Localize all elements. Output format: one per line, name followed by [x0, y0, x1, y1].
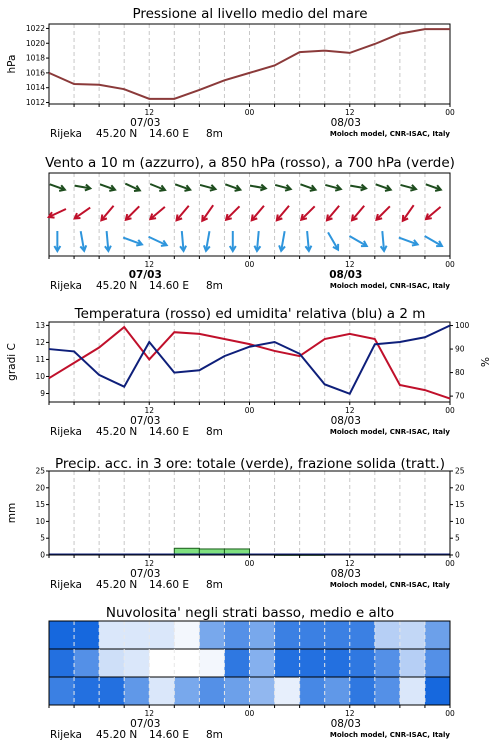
y-tick-label: 1020: [25, 38, 45, 48]
barb-shaft: [277, 206, 289, 221]
chart-title-clouds: Nuvolosita' negli strati basso, medio e alto: [105, 605, 395, 621]
location-lon: 14.60 E: [149, 280, 190, 292]
wind-barb-700hPa: [125, 184, 140, 191]
wind-barb-850hPa: [403, 205, 414, 221]
barb-shaft: [403, 205, 414, 221]
wind-barb-700hPa: [401, 185, 416, 191]
wind-barb-10m: [381, 231, 387, 251]
y-tick-label: 1022: [25, 23, 45, 33]
y-tick-label: 1014: [25, 83, 45, 93]
location-lat: 45.20 N: [96, 729, 138, 741]
barb-shaft: [252, 206, 264, 221]
cloud-cell-alto: [174, 621, 200, 649]
wind-barb-700hPa: [350, 185, 366, 191]
wind-barb-10m: [305, 231, 311, 251]
cloud-cell-basso: [174, 677, 200, 705]
x-tick-label: 00: [244, 559, 255, 568]
plot-frame-temp: [49, 322, 450, 402]
barb-shaft: [150, 207, 165, 219]
date-label: 08/03: [330, 568, 361, 580]
barb-shaft: [352, 206, 364, 221]
plot-frame-pressure: [49, 24, 450, 104]
x-tick-label: 12: [144, 260, 155, 269]
location-elev: 8m: [206, 128, 223, 140]
wind-barb-700hPa: [100, 184, 115, 191]
cloud-cell-medio: [325, 649, 351, 677]
wind-barb-10m: [230, 231, 236, 251]
wind-barb-700hPa: [225, 184, 240, 191]
y-right-tick-label: 0: [455, 550, 460, 560]
barb-shaft: [202, 205, 213, 221]
cloud-cell-medio: [224, 649, 250, 677]
location-city: Rijeka: [50, 729, 82, 741]
location-lon: 14.60 E: [149, 579, 190, 591]
chart-title-temperature: Temperatura (rosso) ed umidita' relativa (blu) a 2 m: [74, 306, 426, 322]
y-tick-label: 9: [40, 388, 45, 398]
x-tick-label: 12: [344, 260, 355, 269]
location-elev: 8m: [206, 729, 223, 741]
cloud-cell-basso: [275, 677, 301, 705]
cloud-cell-alto: [99, 621, 125, 649]
cloud-cell-alto: [325, 621, 351, 649]
cloud-cell-alto: [149, 621, 175, 649]
y-right-tick-label: 90: [455, 344, 465, 354]
y-axis-label: mm: [6, 502, 18, 524]
y-tick-label: 0: [40, 550, 45, 560]
location-lon: 14.60 E: [149, 729, 190, 741]
model-credit: Moloch model, CNR-ISAC, Italy: [329, 581, 450, 589]
cloud-cell-basso: [199, 677, 225, 705]
x-tick-label: 12: [144, 709, 155, 718]
wind-barb-850hPa: [277, 206, 289, 221]
y-right-tick-label: 25: [455, 466, 465, 476]
cloud-cell-basso: [400, 677, 426, 705]
y-right-tick-label: 70: [455, 391, 465, 401]
y-tick-label: 10: [35, 516, 45, 526]
cloud-cell-alto: [49, 621, 75, 649]
wind-barb-850hPa: [177, 206, 189, 221]
wind-barb-10m: [180, 231, 186, 251]
cloud-cell-alto: [300, 621, 326, 649]
x-tick-label: 00: [244, 260, 255, 269]
wind-barb-10m: [349, 236, 366, 246]
location-elev: 8m: [206, 579, 223, 591]
barb-shaft: [327, 206, 339, 221]
y-tick-label: 11: [35, 354, 45, 364]
cloud-cell-alto: [199, 621, 225, 649]
cloud-cell-alto: [400, 621, 426, 649]
cloud-cell-basso: [325, 677, 351, 705]
wind-barb-850hPa: [101, 206, 113, 221]
location-elev: 8m: [206, 280, 223, 292]
location-lat: 45.20 N: [96, 426, 138, 438]
wind-barb-10m: [80, 231, 86, 251]
cloud-cell-basso: [375, 677, 401, 705]
cloud-cell-medio: [124, 649, 150, 677]
wind-barb-700hPa: [275, 185, 290, 191]
x-tick-label: 12: [344, 108, 355, 117]
wind-barb-700hPa: [75, 185, 91, 191]
wind-barb-700hPa: [300, 184, 315, 191]
cloud-cell-medio: [199, 649, 225, 677]
cloud-cell-medio: [375, 649, 401, 677]
wind-barb-850hPa: [301, 206, 314, 219]
cloud-cell-basso: [224, 677, 250, 705]
cloud-cell-alto: [74, 621, 100, 649]
y-right-tick-label: 15: [455, 500, 465, 510]
cloud-cell-medio: [149, 649, 175, 677]
cloud-cell-medio: [400, 649, 426, 677]
y-tick-label: 25: [35, 466, 45, 476]
cloud-cell-medio: [425, 649, 451, 677]
location-city: Rijeka: [50, 128, 82, 140]
date-label: 07/03: [130, 718, 161, 730]
location-city: Rijeka: [50, 426, 82, 438]
wind-barb-10m: [149, 237, 167, 246]
y-tick-label: 20: [35, 483, 45, 493]
wind-barb-700hPa: [250, 185, 266, 191]
barb-shaft: [126, 206, 139, 219]
date-label: 08/03: [330, 718, 361, 730]
wind-barb-10m: [279, 231, 285, 251]
cloud-cell-basso: [300, 677, 326, 705]
wind-barb-10m: [54, 231, 60, 251]
y-tick-label: 1018: [25, 53, 45, 63]
y-right-tick-label: 10: [455, 516, 465, 526]
location-lon: 14.60 E: [149, 426, 190, 438]
y-tick-label: 15: [35, 500, 45, 510]
location-lat: 45.20 N: [96, 128, 138, 140]
model-credit: Moloch model, CNR-ISAC, Italy: [329, 731, 450, 739]
x-tick-label: 12: [344, 559, 355, 568]
wind-barb-850hPa: [352, 206, 364, 221]
x-tick-label: 00: [445, 260, 455, 269]
wind-barb-850hPa: [126, 206, 139, 219]
x-tick-label: 00: [445, 559, 455, 568]
wind-barb-10m: [254, 231, 260, 251]
x-tick-label: 12: [344, 406, 355, 415]
date-label: 07/03: [128, 269, 162, 281]
wind-barb-850hPa: [376, 206, 389, 219]
cloud-cell-medio: [99, 649, 125, 677]
barb-shaft: [101, 206, 113, 221]
date-label: 08/03: [330, 117, 361, 129]
y-right-tick-label: 20: [455, 483, 465, 493]
cloud-cell-basso: [350, 677, 376, 705]
date-label: 08/03: [330, 415, 361, 427]
cloud-cell-alto: [275, 621, 301, 649]
wind-barb-700hPa: [426, 184, 441, 191]
x-tick-label: 00: [445, 406, 455, 415]
wind-barb-850hPa: [327, 206, 339, 221]
date-label: 08/03: [329, 269, 363, 281]
cloud-cell-alto: [124, 621, 150, 649]
barb-shaft: [226, 206, 239, 219]
wind-barb-700hPa: [175, 184, 190, 191]
barb-shaft: [426, 207, 441, 219]
chart-title-wind: Vento a 10 m (azzurro), a 850 hPa (rosso), a 700 hPa (verde): [45, 155, 455, 171]
y-right-tick-label: 5: [455, 533, 460, 543]
barb-shaft: [301, 206, 314, 219]
y-right-tick-label: 80: [455, 368, 465, 378]
cloud-cell-alto: [375, 621, 401, 649]
cloud-cell-alto: [224, 621, 250, 649]
chart-title-pressure: Pressione al livello medio del mare: [132, 6, 368, 22]
cloud-cell-medio: [250, 649, 276, 677]
wind-barb-850hPa: [202, 205, 213, 221]
wind-barb-850hPa: [252, 206, 264, 221]
x-tick-label: 00: [445, 709, 455, 718]
location-city: Rijeka: [50, 280, 82, 292]
cloud-cell-medio: [275, 649, 301, 677]
cloud-cell-basso: [250, 677, 276, 705]
location-elev: 8m: [206, 426, 223, 438]
wind-barb-10m: [328, 232, 338, 249]
cloud-cell-medio: [300, 649, 326, 677]
y-axis-label: gradi C: [6, 343, 18, 381]
barb-shaft: [75, 208, 91, 219]
cloud-cell-medio: [74, 649, 100, 677]
model-credit: Moloch model, CNR-ISAC, Italy: [329, 130, 450, 138]
location-city: Rijeka: [50, 579, 82, 591]
wind-barb-10m: [204, 231, 210, 251]
wind-barb-700hPa: [325, 185, 340, 191]
y-right-tick-label: 100: [455, 321, 470, 331]
date-label: 07/03: [130, 568, 161, 580]
wind-barb-10m: [105, 231, 111, 251]
cloud-cell-alto: [425, 621, 451, 649]
wind-barb-700hPa: [376, 184, 391, 191]
barb-shaft: [177, 206, 189, 221]
cloud-cell-alto: [350, 621, 376, 649]
wind-barb-850hPa: [49, 209, 66, 218]
date-label: 07/03: [130, 117, 161, 129]
cloud-cell-basso: [74, 677, 100, 705]
y-tick-label: 1016: [25, 68, 45, 78]
cloud-cell-alto: [250, 621, 276, 649]
x-tick-label: 00: [244, 406, 255, 415]
wind-barb-850hPa: [226, 206, 239, 219]
wind-barb-10m: [123, 238, 142, 246]
date-label: 07/03: [130, 415, 161, 427]
x-tick-label: 00: [445, 108, 455, 117]
cloud-cell-basso: [49, 677, 75, 705]
model-credit: Moloch model, CNR-ISAC, Italy: [329, 428, 450, 436]
x-tick-label: 12: [144, 559, 155, 568]
y-tick-label: 12: [35, 337, 45, 347]
cloud-cell-medio: [174, 649, 200, 677]
cloud-cell-basso: [425, 677, 451, 705]
cloud-cell-medio: [49, 649, 75, 677]
x-tick-label: 12: [144, 406, 155, 415]
wind-barb-700hPa: [150, 184, 165, 191]
location-lon: 14.60 E: [149, 128, 190, 140]
wind-barb-700hPa: [200, 185, 215, 191]
cloud-cell-medio: [350, 649, 376, 677]
x-tick-label: 00: [244, 108, 255, 117]
y-tick-label: 10: [35, 371, 45, 381]
x-tick-label: 12: [344, 709, 355, 718]
y-axis-label: hPa: [6, 54, 18, 74]
wind-barb-10m: [425, 236, 442, 246]
location-lat: 45.20 N: [96, 579, 138, 591]
cloud-cell-basso: [124, 677, 150, 705]
y-tick-label: 13: [35, 320, 45, 330]
barb-shaft: [376, 206, 389, 219]
wind-barb-850hPa: [426, 207, 441, 219]
x-tick-label: 12: [144, 108, 155, 117]
model-credit: Moloch model, CNR-ISAC, Italy: [329, 282, 450, 290]
wind-barb-850hPa: [150, 207, 165, 219]
chart-title-precipitation: Precip. acc. in 3 ore: totale (verde), frazione solida (tratt.): [55, 456, 445, 472]
x-tick-label: 00: [244, 709, 255, 718]
y-right-axis-label: %: [480, 357, 492, 367]
wind-barb-850hPa: [75, 208, 91, 219]
location-lat: 45.20 N: [96, 280, 138, 292]
y-tick-label: 1012: [25, 98, 45, 108]
wind-barb-700hPa: [50, 184, 65, 191]
wind-barb-10m: [399, 238, 418, 246]
cloud-cell-basso: [149, 677, 175, 705]
y-tick-label: 5: [40, 533, 45, 543]
cloud-cell-basso: [99, 677, 125, 705]
